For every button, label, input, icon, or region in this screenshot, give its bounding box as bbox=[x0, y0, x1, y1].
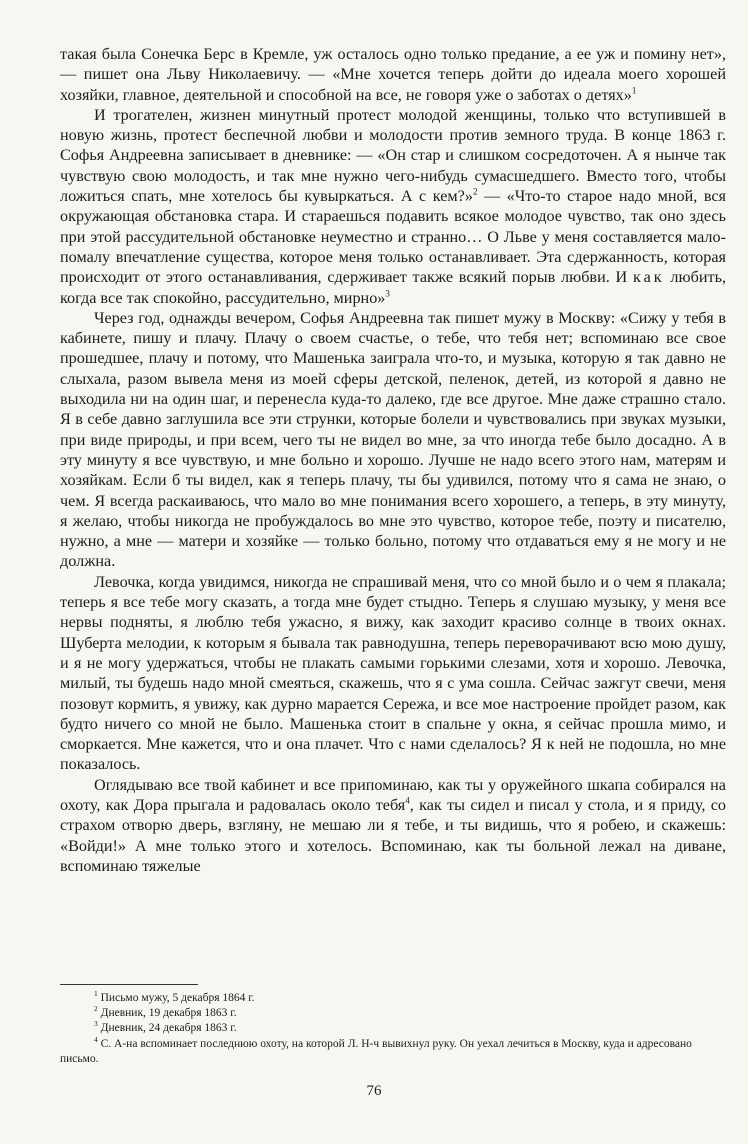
paragraph: Левочка, когда увидимся, никогда не спрашивай меня, что со мной было и о чем я плакала; теперь я все тебе могу сказать, а тогда мне будет стыдно. Теперь я слушаю музыку, у меня все нервы подняты, я люблю тебя ужасно, я вижу, как заходит красиво солнце в твоих окнах. Шуберта мелодии, к которым я бывала так равнодушна, теперь переворачивают всю мою душу, и я не могу удержаться, чтобы не плакать самыми горькими слезами, хотя и хорошо. Левочка, милый, ты будешь надо мной смеяться, скажешь, что я с ума сошла. Сейчас зажгут свечи, меня позовут кормить, я увижу, как дурно марается Сережа, и все мое настроение пройдет разом, как будто ничего со мной не было. Машенька стоит в спальне у окна, я сейчас прошла мимо, и сморкается. Мне кажется, что и она плачет. Что с нами сделалось? Я к ней не подошла, но мне показалось. bbox=[60, 572, 726, 774]
paragraph: Через год, однажды вечером, Софья Андреевна так пишет мужу в Москву: «Сижу у тебя в кабинете, пишу и плачу. Плачу о своем счастье, о тебе, что тебя нет; вспоминаю все свое прошедшее, плачу и потому, что Машенька заиграла что-то, и музыка, которую я так давно не слыхала, разом вывела меня из моей сферы детской, пеленок, детей, из которой я давно не выходила ни на один шаг, и перенесла куда-то далеко, где все другое. Мне даже страшно стало. Я в себе давно заглушила все эти струнки, которые болели и чувствовались при звуках музыки, при виде природы, и при всем, чего ты не видел во мне, за что иногда тебе было досадно. А в эту минуту я все чувствую, и мне больно и хорошо. Лучше не надо всего этого нам, матерям и хозяйкам. Если б ты видел, как я теперь плачу, ты бы удивился, потому что я сама не знаю, о чем. Я всегда раскаиваюсь, что мало во мне понимания всего хорошего, а теперь, в эту минуту, я желаю, чтобы никогда не пробуждалось во мне это чувство, которое тебе, поэту и писателю, нужно, а мне — матери и хозяйке — только больно, потому что отдаваться ему я не могу и не должна. bbox=[60, 308, 726, 571]
spaced-emphasis: как bbox=[633, 268, 665, 287]
footnote bbox=[60, 1021, 726, 1036]
paragraph-text: Оглядываю все твой кабинет и все припоминаю, как ты у оружейного шкапа собирался на охоту, как Дора прыгала и радовалась около тебя bbox=[60, 775, 726, 814]
footnote-number: 4 bbox=[94, 1034, 98, 1044]
footnote bbox=[60, 1034, 726, 1067]
footnote-divider bbox=[60, 984, 198, 985]
footnote-text: С. А-на вспоминает последнюю охоту, на которой Л. Н-ч вывихнул руку. Он уехал лечиться в Москву, куда и адресовано письмо. bbox=[60, 1037, 692, 1065]
paragraph bbox=[60, 775, 726, 876]
footnote-text: Дневник, 24 декабря 1863 г. bbox=[100, 1022, 237, 1035]
paragraph bbox=[60, 44, 726, 105]
paragraph-text: — «Что-то старое надо мной, вся окружающая обстановка стара. И стараешься подавить всякое молодое чувство, так оно здесь при этой рассудительной обстановке неуместно и странно… О Льве у меня составляется мало-помалу впечатление существа, которое меня только останавливает. Эта сдержанность, которая происходит от этого останавливания, сдерживает также всякий порыв любви. И bbox=[60, 187, 726, 287]
page-number: 76 bbox=[366, 1083, 382, 1099]
footnote-number: 2 bbox=[94, 1004, 98, 1014]
paragraph-text: , как ты сидел и писал у стола, и я приду, со страхом отворю дверь, взгляну, не мешаю ли я тебе, и ты видишь, что я робею, и скажешь: «Войди!» А мне только этого и хотелось. Вспоминаю, как ты больной лежал на диване, вспоминаю тяжелые bbox=[60, 795, 726, 875]
footnote-text: Письмо мужу, 5 декабря 1864 г. bbox=[100, 992, 255, 1004]
footnotes bbox=[60, 991, 726, 1067]
footnote-ref: 1 bbox=[631, 85, 637, 96]
footnote-ref: 3 bbox=[385, 288, 390, 299]
footnote-number: 1 bbox=[94, 989, 98, 999]
footnote-ref: 4 bbox=[405, 795, 410, 806]
footnote bbox=[60, 991, 726, 1006]
page-body bbox=[60, 44, 726, 876]
footnote-text: Дневник, 19 декабря 1863 г. bbox=[100, 1007, 237, 1020]
paragraph bbox=[60, 105, 726, 308]
footnote-number: 3 bbox=[94, 1019, 98, 1029]
paragraph-text: любить, когда все так спокойно, рассудительно, мирно» bbox=[60, 268, 727, 307]
footnote bbox=[60, 1006, 726, 1021]
paragraph-text: такая была Сонечка Берс в Кремле, уж осталось одно только предание, а ее уж и помину нет», — пишет она Льву Николаевичу. — «Мне хочется теперь дойти до идеала моего хорошей хозяйки, главное, деятельной и способной на все, не говоря уже о заботах о детях» bbox=[60, 45, 726, 104]
footnote-ref: 2 bbox=[472, 186, 478, 197]
paragraph-text: И трогателен, жизнен минутный протест молодой женщины, только что вступившей в новую жизнь, протест беспечной любви и молодости против земного труда. В конце 1863 г. Софья Андреевна записывает в дневнике: — «Он стар и слишком сосредоточен. А я нынче так чувствую свою молодость, и так мне нужно чего-нибудь сумасшедшего. Вместо того, чтобы ложиться спать, мне хотелось бы кувыркаться. А с кем?» bbox=[60, 105, 726, 206]
